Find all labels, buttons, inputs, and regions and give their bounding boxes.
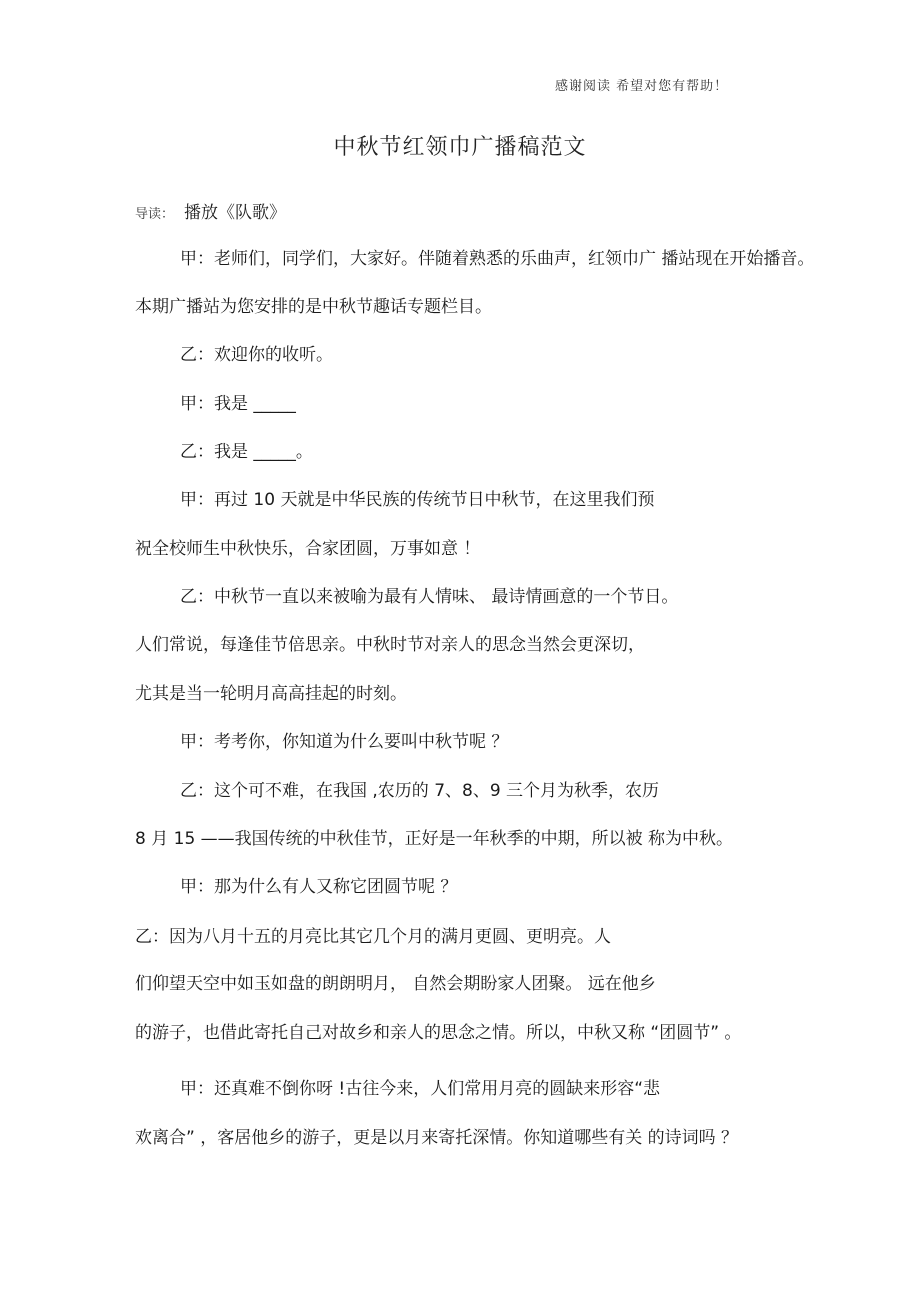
text-line: 乙：因为八月十五的月亮比其它几个月的满月更圆、更明亮。人 [135,927,611,947]
text-line: 甲：考考你，你知道为什么要叫中秋节呢 ？ [180,732,509,752]
text-line: 乙：我是 _____。 [180,442,313,462]
text-line: 甲：还真难不倒你呀 !古往今来，人们常用月亮的圆缺来形容“悲 [180,1079,661,1099]
page-title: 中秋节红领巾广播稿范文 [333,135,587,160]
header-note: 感谢阅读 希望对您有帮助！ [555,79,729,94]
intro-text: 播放《队歌》 [184,203,287,223]
intro-line [135,201,286,227]
text-line: 甲：老师们，同学们，大家好。伴随着熟悉的乐曲声，红领巾广 播站现在开始播音。 [180,249,815,269]
text-line: 的游子，也借此寄托自己对故乡和亲人的思念之情。所以，中秋又称 “团圆节” 。 [135,1023,742,1043]
text-line: 本期广播站为您安排的是中秋节趣话专题栏目。 [135,297,492,317]
text-line: 祝全校师生中秋快乐，合家团圆，万事如意 ！ [135,539,481,559]
text-line: 们仰望天空中如玉如盘的朗朗明月， 自然会期盼家人团聚。 远在他乡 [135,974,656,994]
text-line: 甲：那为什么有人又称它团圆节呢 ？ [180,877,458,897]
text-line: 甲：我是 _____ [180,394,296,414]
text-line: 乙：这个可不难，在我国 ,农历的 7、8、9 三个月为秋季，农历 [180,781,660,801]
text-line: 8 月 15 ——我国传统的中秋佳节，正好是一年秋季的中期，所以被 称为中秋。 [135,829,734,849]
intro-label: 导读： [135,207,175,222]
text-line: 乙：中秋节一直以来被喻为最有人情味、 最诗情画意的一个节日。 [180,587,679,607]
text-line: 甲：再过 10 天就是中华民族的传统节日中秋节，在这里我们预 [180,490,655,510]
text-line: 人们常说，每逢佳节倍思亲。中秋时节对亲人的思念当然会更深切， [135,635,645,655]
text-line: 乙：欢迎你的收听。 [180,345,333,365]
text-line: 尤其是当一轮明月高高挂起的时刻。 [135,684,407,704]
text-line: 欢离合” ，客居他乡的游子，更是以月来寄托深情。你知道哪些有关 的诗词吗 ？ [135,1128,739,1148]
